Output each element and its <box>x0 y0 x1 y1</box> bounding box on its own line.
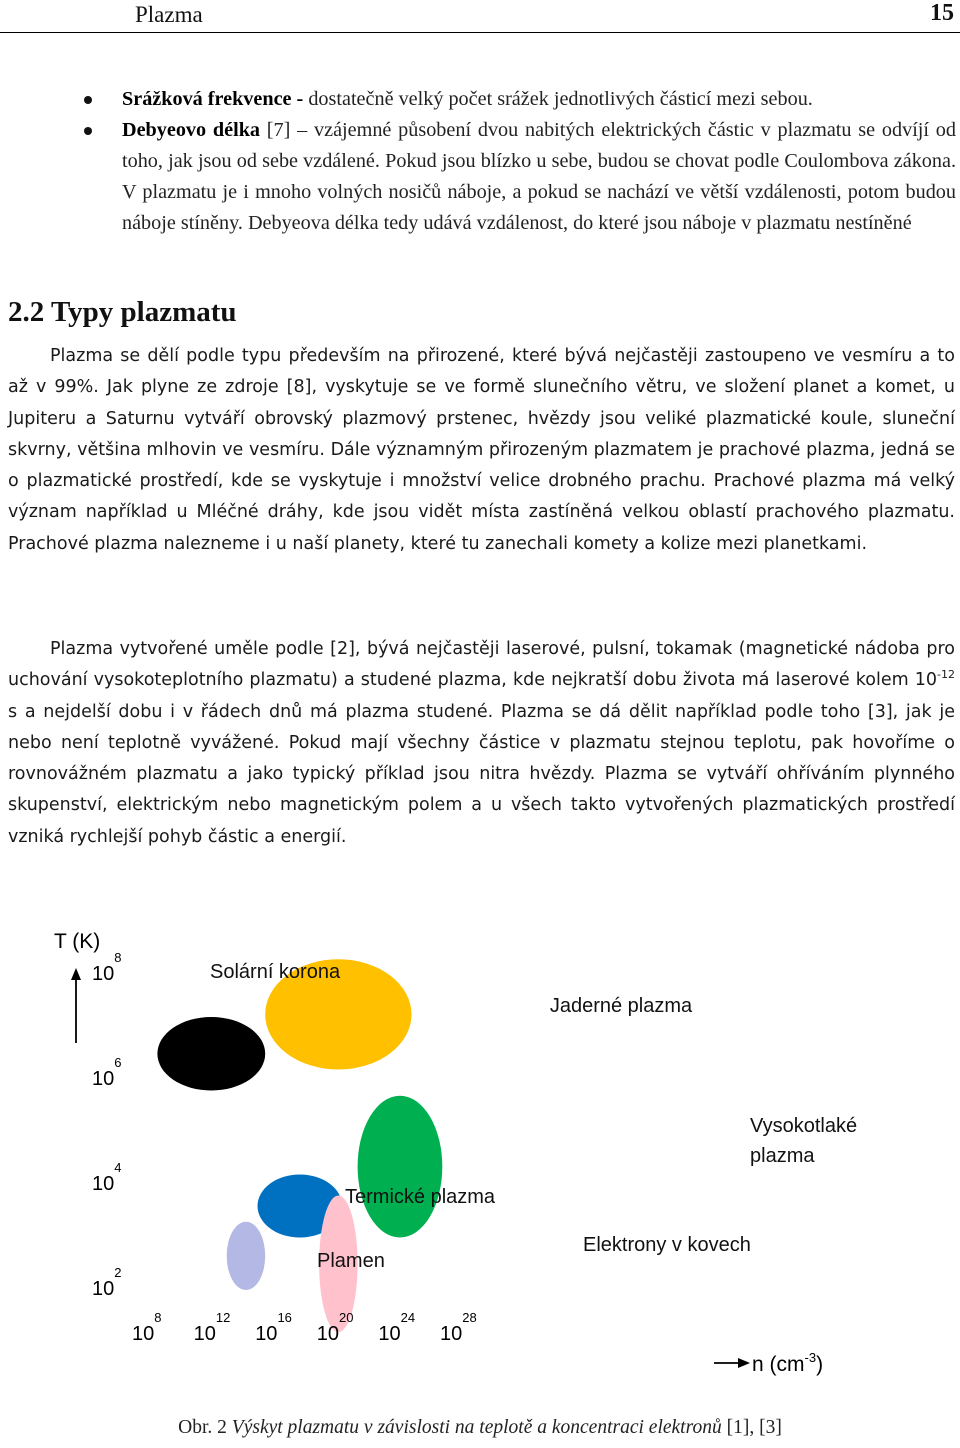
definition: [7] – vzájemné působení dvou nabitých elektrických částic v plazmatu se odvíjí od toho, jak jsou od sebe vzdálené. Pokud jsou blízko u sebe, budou se chovat podle Coulombova zákona. V plazmatu je i mnoho volných nosičů náboje, a pokud se nachází ve větší vzdálenosti, potom budou náboje stíněny. Debyeova délka tedy udává vzdálenost, do které jsou náboje v plazmatu nestíněné <box>122 119 956 235</box>
caption-title: Výskyt plazmatu v závislosti na teplotě a koncentraci elektronů <box>231 1417 722 1438</box>
definition-list <box>122 84 956 239</box>
x-axis-label-exponent: -3 <box>804 1350 817 1365</box>
caption-sources: [1], [3] <box>721 1417 782 1438</box>
region-label-5: Elektrony v kovech <box>583 1234 751 1256</box>
region-0 <box>157 1017 265 1091</box>
definition: dostatečně velký počet srážek jednotlivých částicí mezi sebou. <box>303 88 813 110</box>
paragraph <box>8 634 955 853</box>
y-axis-label: T (K) <box>54 930 101 953</box>
term: Debyeovo délka <box>122 119 261 142</box>
plasma-chart <box>40 905 920 1395</box>
x-axis-label-text: n (cm <box>752 1353 805 1376</box>
paragraph-text: Plazma vytvořené uměle podle [2], bývá nejčastěji laserové, pulsní, tokamak (magnetické nádoba pro uchování vysokoteplotního plazmatu) a studené plazma, kde nejkratší dobu života má laserové kolem 10 <box>8 639 955 691</box>
region-label-3: Termické plazma <box>345 1186 496 1208</box>
x-tick-label: $10^{16}$ <box>255 1310 292 1345</box>
figure-caption <box>0 1417 960 1439</box>
caption-prefix: Obr. 2 <box>178 1417 232 1438</box>
x-axis-label-close: ) <box>816 1353 824 1376</box>
exponent: -12 <box>937 668 955 682</box>
term: Srážková frekvence - <box>122 88 304 110</box>
y-tick-label: $10^2$ <box>92 1265 122 1300</box>
page-header <box>0 0 960 33</box>
x-tick-label: $10^{12}$ <box>193 1310 231 1345</box>
y-tick-label: $10^8$ <box>92 950 122 985</box>
paragraph: Plazma se dělí podle typu především na přirozené, které bývá nejčastěji zastoupeno ve vesmíru a to až v 99%. Jak plyne ze zdroje [8], vyskytuje se ve formě slunečního větru, ve složení planet a komet, u Jupiteru a Saturnu vytváří obrovský plazmový prstenec, hvězdy jsou veliké plazmatické koule, sluneční skvrny, většina mlhovin ve vesmíru. Dále významným přirozeným plazmatem je prachové plazma, jedná se o plazmatické prostředí, kde se vyskytuje i množství velice drobného prachu. Prachové plazma má velký význam například u Mléčné dráhy, kde jsou vidět místa zastíněná velkou oblastí prachového plazmatu. Prachové plazma nalezneme i u naší planety, které tu zanechali komety a kolize mezi planetkami. <box>8 346 955 554</box>
list-item <box>122 84 956 115</box>
y-tick-label: $10^4$ <box>92 1160 122 1195</box>
regions-layer <box>157 959 857 1332</box>
region-label-2: Vysokotlaké plazma <box>750 1115 858 1167</box>
x-tick-label: $10^{24}$ <box>378 1310 416 1345</box>
y-tick-label: $10^6$ <box>92 1055 122 1090</box>
region-label-0: Solární korona <box>210 961 341 983</box>
region-2 <box>358 1096 443 1238</box>
paragraph-text: s a nejdelší dobu i v řádech dnů má plazma studené. Plazma se dá dělit například podle toho [3], jak je nebo není teplotně vyvážené. Pokud mají všechny částice v plazmatu stejnou teplotu, pak hovoříme o rovnovážném plazmatu a jako typický příklad jsou nitra hvězdy. Plazma se vytváří ohříváním plynného skupenství, elektrickým nebo magnetickým polem a u všech takto vytvořených plazmatických prostředí vzniká rychlejší pohyb částic a energií. <box>8 701 955 847</box>
bullet-icon <box>84 127 92 135</box>
region-label-1: Jaderné plazma <box>549 995 693 1017</box>
x-tick-label: $10^{20}$ <box>316 1310 354 1345</box>
x-axis-label <box>752 1350 823 1376</box>
running-title: Plazma <box>135 2 203 27</box>
chart-canvas <box>40 905 920 1395</box>
list-item <box>122 115 956 239</box>
x-tick-label: $10^8$ <box>132 1310 162 1345</box>
region-4 <box>227 1222 266 1290</box>
section-heading: 2.2 Typy plazmatu <box>8 296 237 328</box>
bullet-icon <box>84 96 92 104</box>
x-tick-label: $10^{28}$ <box>440 1310 477 1345</box>
region-label-4: Plamen <box>317 1250 385 1272</box>
page-number: 15 <box>930 0 954 26</box>
